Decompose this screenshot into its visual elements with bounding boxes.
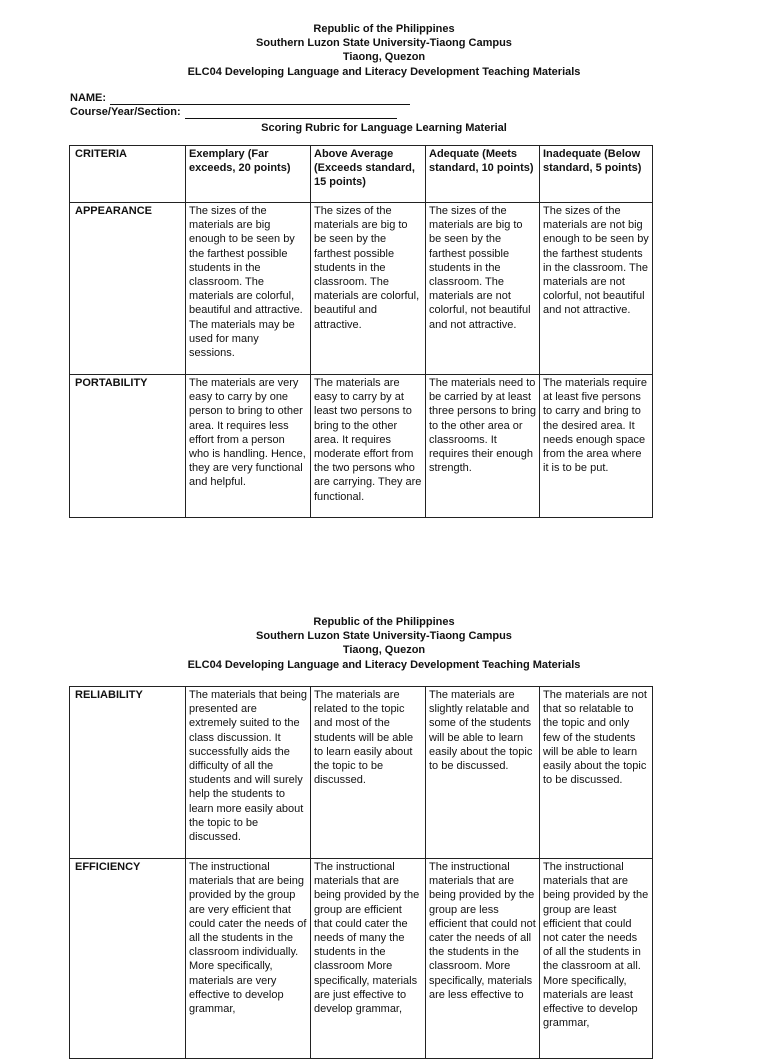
rubric-table-part-1	[69, 145, 653, 518]
criterion-label: APPEARANCE	[70, 203, 186, 375]
criterion-label: EFFICIENCY	[70, 859, 186, 1059]
cell-above-average: The instructional materials that are being provided by the group are efficient that could cater the needs of many the students in the classroom More specifically, materials are just effective to develop grammar,	[311, 859, 426, 1059]
cell-adequate: The sizes of the materials are big to be seen by the farthest possible students in the classroom. The materials are not colorful, not beautiful and not attractive.	[426, 203, 540, 375]
criterion-label: RELIABILITY	[70, 687, 186, 859]
table-row	[70, 859, 653, 1059]
cell-exemplary: The materials that being presented are extremely suited to the class discussion. It successfully aids the difficulty of all the students and will surely help the students to learn more easily about the topic to be discussed.	[186, 687, 311, 859]
col-header-above-average: Above Average (Exceeds standard, 15 points)	[311, 146, 426, 203]
cell-adequate: The materials are slightly relatable and some of the students will be able to learn easily about the topic to be discussed.	[426, 687, 540, 859]
rubric-title: Scoring Rubric for Language Learning Material	[261, 122, 507, 134]
col-header-inadequate: Inadequate (Below standard, 5 points)	[540, 146, 653, 203]
course-label: Course/Year/Section:	[70, 106, 181, 118]
header-republic: Republic of the Philippines	[313, 616, 455, 628]
table-row	[70, 375, 653, 518]
cell-above-average: The materials are related to the topic and most of the students will be able to learn easily about the topic to be discussed.	[311, 687, 426, 859]
name-label: NAME:	[70, 92, 107, 104]
cell-inadequate: The instructional materials that are being provided by the group are least efficient that could not cater the needs of all the students in the classroom at all. More specifically, materials are least effective to develop grammar,	[540, 859, 653, 1059]
cell-adequate: The materials need to be carried by at least three persons to bring to the other area or classrooms. It requires their enough strength.	[426, 375, 540, 518]
criterion-label: PORTABILITY	[70, 375, 186, 518]
course-field[interactable]	[185, 107, 397, 119]
table-row	[70, 203, 653, 375]
header-location: Tiaong, Quezon	[342, 644, 426, 657]
cell-adequate: The instructional materials that are being provided by the group are less efficient that could not cater the needs of all the students in the classroom. More specifically, materials are less effective to	[426, 859, 540, 1059]
document-header	[0, 22, 768, 79]
col-header-adequate: Adequate (Meets standard, 10 points)	[426, 146, 540, 203]
cell-exemplary: The instructional materials that are being provided by the group are very efficient that could cater the needs of all the students in the classroom individually. More specifically, materials are very effective to develop grammar,	[186, 859, 311, 1059]
cell-inadequate: The sizes of the materials are not big enough to be seen by the farthest students in the classroom. The materials are not colorful, not beautiful and not attractive.	[540, 203, 653, 375]
name-field[interactable]	[110, 93, 410, 105]
cell-exemplary: The materials are very easy to carry by one person to bring to other area. It requires less effort from a person who is handling. Hence, they are very functional and helpful.	[186, 375, 311, 518]
col-header-exemplary: Exemplary (Far exceeds, 20 points)	[186, 146, 311, 203]
student-fields	[70, 91, 410, 119]
col-header-criteria: CRITERIA	[70, 146, 186, 203]
table-header-row	[70, 146, 653, 203]
header-location: Tiaong, Quezon	[342, 51, 426, 64]
header-university: Southern Luzon State University-Tiaong Campus	[256, 37, 512, 50]
header-university: Southern Luzon State University-Tiaong Campus	[256, 630, 512, 643]
rubric-table-part-2	[69, 686, 653, 1059]
cell-above-average: The sizes of the materials are big to be seen by the farthest possible students in the classroom. The materials are colorful, beautiful and attractive.	[311, 203, 426, 375]
cell-inadequate: The materials are not that so relatable to the topic and only few of the students will be able to learn easily about the topic to be discussed.	[540, 687, 653, 859]
header-course-title: ELC04 Developing Language and Literacy Development Teaching Materials	[187, 65, 581, 78]
table-row	[70, 687, 653, 859]
cell-above-average: The materials are easy to carry by at least two persons to bring to the other area. It requires moderate effort from the two persons who are carrying. They are functional.	[311, 375, 426, 518]
cell-inadequate: The materials require at least five persons to carry and bring to the desired area. It needs enough space from the area where it is to be put.	[540, 375, 653, 518]
header-republic: Republic of the Philippines	[313, 23, 455, 35]
cell-exemplary: The sizes of the materials are big enough to be seen by the farthest possible students in the classroom. The materials are colorful, beautiful and attractive. The materials may be used for many sessions.	[186, 203, 311, 375]
header-course-title: ELC04 Developing Language and Literacy Development Teaching Materials	[187, 658, 581, 671]
document-header	[0, 615, 768, 672]
